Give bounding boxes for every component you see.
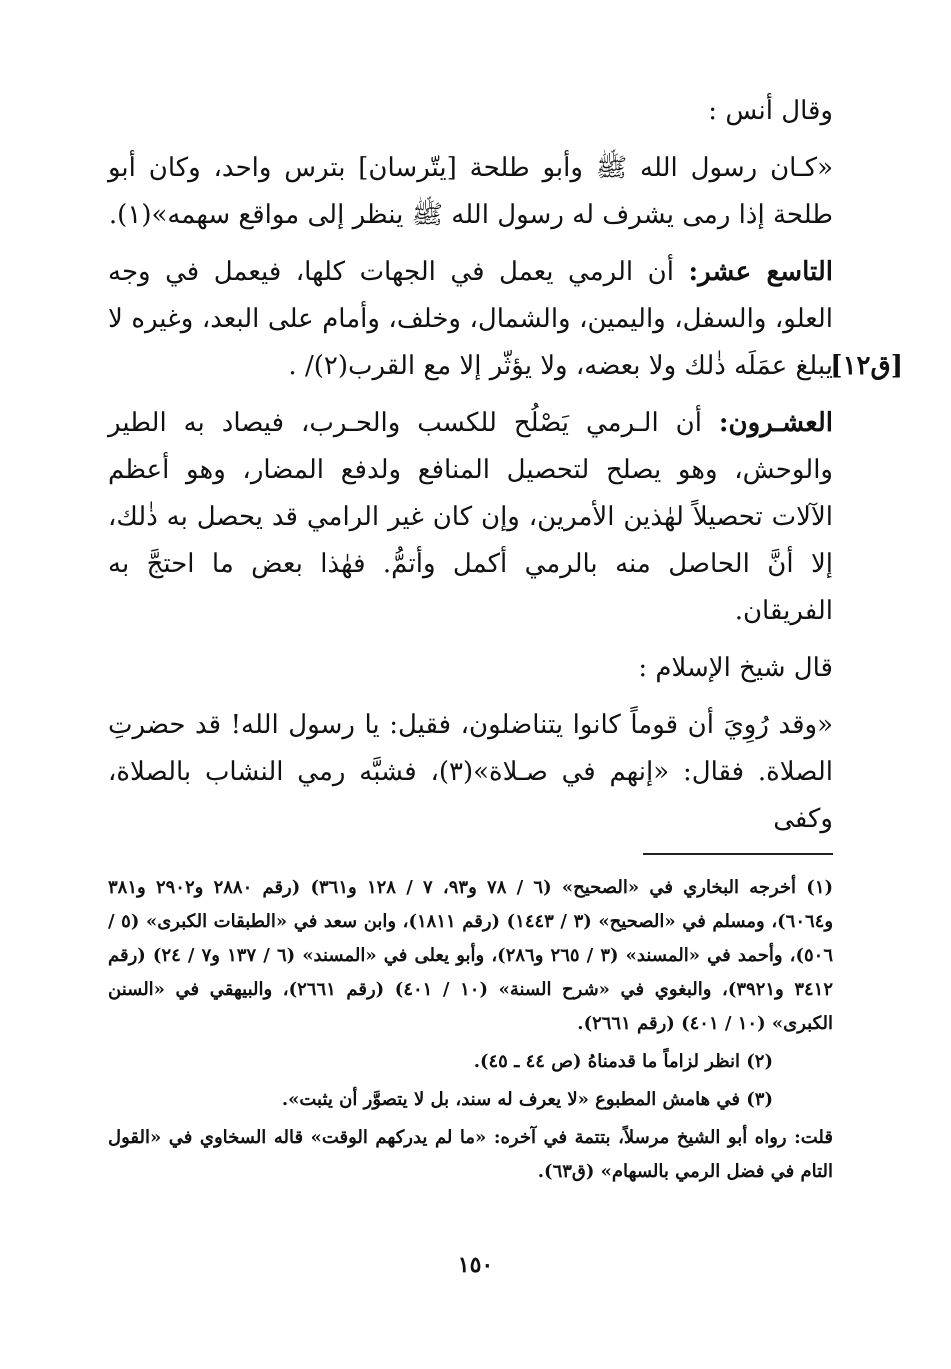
nineteenth-text: أن الرمي يعمل في الجهات كلها، فيعمل في وجه العلو، والسفل، واليمين، والشمال، وخلف، وأمام على البعد، وغيره لا يبلغ عمَلَه ذٰلك ولا بعضه، ولا يؤثّر إلا مع القرب(٢)/ .: [108, 257, 833, 381]
footnote-2: (٢) انظر لزاماً ما قدمناهُ (ص ٤٤ ـ ٤٥).: [473, 1051, 773, 1072]
paragraph-anas-intro: وقال أنس :: [708, 96, 833, 126]
page-number: ١٥٠: [457, 1252, 494, 1278]
nineteenth-heading: التاسع عشر:: [688, 257, 833, 287]
footnote-1: (١) أخرجه البخاري في «الصحيح» (٦ / ٧٨ و٩٣، ٧ / ١٢٨ و٣٦١) (رقم ٢٨٨٠ و٢٩٠٢ و٣٨١ و٦٠٦٤)، ومسلم في «الصحيح» (٣ / ١٤٤٣) (رقم ١٨١١)، وابن سعد في «الطبقات الكبرى» (٥ / ٥٠٦)، وأحمد في «المسند» (٣ / ٢٦٥ و٢٨٦)، وأبو يعلى في «المسند» (٦ / ١٣٧ و٧ / ٢٤) (رقم ٣٤١٢ و٣٩٢١)، والبغوي في «شرح السنة» (١٠ / ٤٠١) (رقم ٢٦٦١)، والبيهقي في «السنن الكبرى» (١٠ / ٤٠١) (رقم ٢٦٦١).: [108, 877, 834, 1034]
paragraph-nineteenth: [108, 249, 903, 390]
paragraph-anas-hadith: «كـان رسول الله ﷺ وأبو طلحة [يتّرسان] بترس واحد، وكان أبو طلحة إذا رمى يشرف له رسول الله ﷺ ينظر إلى مواقع سهمه»(١).: [108, 153, 833, 230]
manuscript-folio-marker: [ق١٢]: [830, 351, 903, 381]
footnotes: [108, 871, 833, 1189]
twentieth-text: أن الـرمي يَصْلُح للكسب والحـرب، فيصاد به الطير والوحش، وهو يصلح لتحصيل المنافع ولدفع المضار، وهو أعظم الآلات تحصيلاً لهٰذين الأمرين، وإن كان غير الرامي قد يحصل به ذٰلك، إلا أنَّ الحاصل منه بالرمي أكمل وأتمُّ. فهٰذا بعض ما احتجَّ به الفريقان.: [108, 408, 834, 626]
twentieth-heading: العشـرون:: [718, 408, 833, 438]
page-body: [108, 88, 903, 1193]
footnote-3: (٣) في هامش المطبوع «لا يعرف له سند، بل لا يتصوَّر أن يثبت».: [281, 1089, 773, 1110]
footnote-divider: [643, 853, 833, 855]
paragraph-twentieth: [108, 400, 833, 635]
paragraph-shaykh-intro: قال شيخ الإسلام :: [638, 653, 833, 683]
paragraph-shaykh-quote: «وقد رُوِيَ أن قوماً كانوا يتناضلون، فقيل: يا رسول الله! قد حضرتِ الصلاة. فقال: «إنهم في صـلاة»(٣)، فشبَّه رمي النشاب بالصلاة، وكفى: [108, 710, 833, 834]
footnote-3-comment: قلت: رواه أبو الشيخ مرسلاً، بتتمة في آخره: «ما لم يدركهم الوقت» قاله السخاوي في «القول التام في فضل الرمي بالسهام» (ق٦٣).: [108, 1127, 833, 1182]
